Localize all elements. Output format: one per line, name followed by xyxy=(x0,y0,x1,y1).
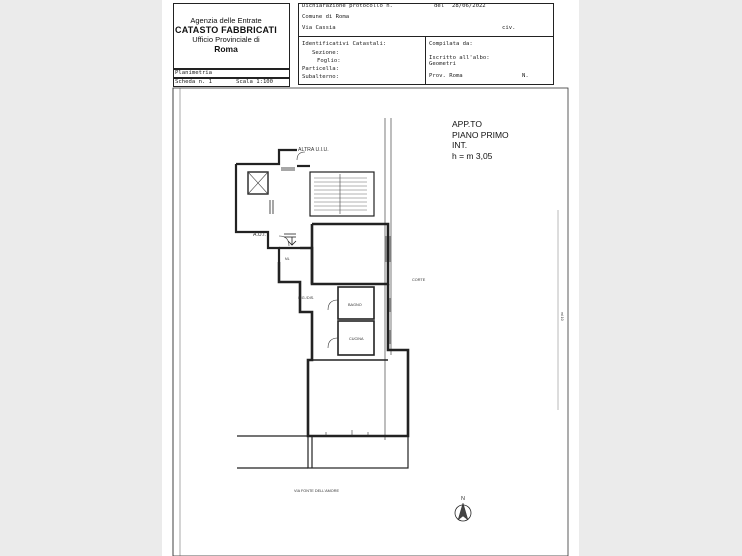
iscritto-label: Iscritto all'albo: xyxy=(429,55,490,61)
n-label: N. xyxy=(522,73,529,79)
sezione-label: Sezione: xyxy=(312,50,339,56)
label-altra-uiu: ALTRA U.I.U. xyxy=(298,147,329,153)
compilata-label: Compilata da: xyxy=(429,41,473,47)
particella-label: Particella: xyxy=(302,66,340,72)
door-marks xyxy=(270,168,296,237)
identificativi-label: Identificativi Catastali: xyxy=(302,41,387,47)
note-line-piano: PIANO PRIMO xyxy=(452,129,509,140)
balcony xyxy=(237,436,408,468)
plan-frame xyxy=(173,88,568,556)
scala-label: Scala 1:100 xyxy=(236,79,274,85)
label-bagno: BAGNO xyxy=(348,303,362,307)
office-city: Roma xyxy=(214,44,238,54)
office-label: Ufficio Provinciale di xyxy=(192,35,260,44)
north-label: N xyxy=(461,496,465,502)
comune-value: Comune di Roma xyxy=(302,14,350,20)
floor-plan-drawing xyxy=(162,0,579,556)
foglio-label: Foglio: xyxy=(317,58,341,64)
label-ingresso: ING./DIS. xyxy=(298,296,315,300)
subalterno-label: Subalterno: xyxy=(302,74,340,80)
declaration-date: 28/06/2022 xyxy=(452,3,486,9)
note-line-appto: APP.TO xyxy=(452,119,482,129)
entrance-arrow xyxy=(288,237,296,245)
civ-label: civ. xyxy=(502,25,516,31)
note-line-height: h = m 3,05 xyxy=(452,150,493,161)
label-corte: CORTE xyxy=(412,278,426,282)
stair-treads xyxy=(314,178,367,210)
agency-name: Agenzia delle Entrate xyxy=(190,16,262,25)
label-small-ml: ML xyxy=(285,257,290,261)
label-street: VIA FONTE DELL'AMORE xyxy=(294,489,340,493)
cadastral-plan-page xyxy=(162,0,579,556)
door-swings xyxy=(279,152,338,348)
north-arrow-icon xyxy=(455,496,471,521)
scheda-label: Scheda n. 1 xyxy=(175,79,213,85)
partition-walls xyxy=(312,284,388,360)
catasto-title: CATASTO FABBRICATI xyxy=(175,25,277,35)
dimension-label: ml 10 xyxy=(560,312,564,321)
albo-value: Geometri xyxy=(429,61,456,67)
planimetria-label: Planimetria xyxy=(175,70,213,76)
dichiarazione-label: Dichiarazione protocollo n. xyxy=(302,3,393,9)
via-value: Via Cassia xyxy=(302,25,336,31)
del-label: del xyxy=(434,3,445,9)
label-aui: A.U.I. xyxy=(253,232,266,238)
label-cucina: CUCINA xyxy=(349,337,364,341)
prov-label: Prov. Roma xyxy=(429,73,463,79)
note-line-int: INT. xyxy=(452,140,468,150)
apartment-walls xyxy=(279,224,408,436)
